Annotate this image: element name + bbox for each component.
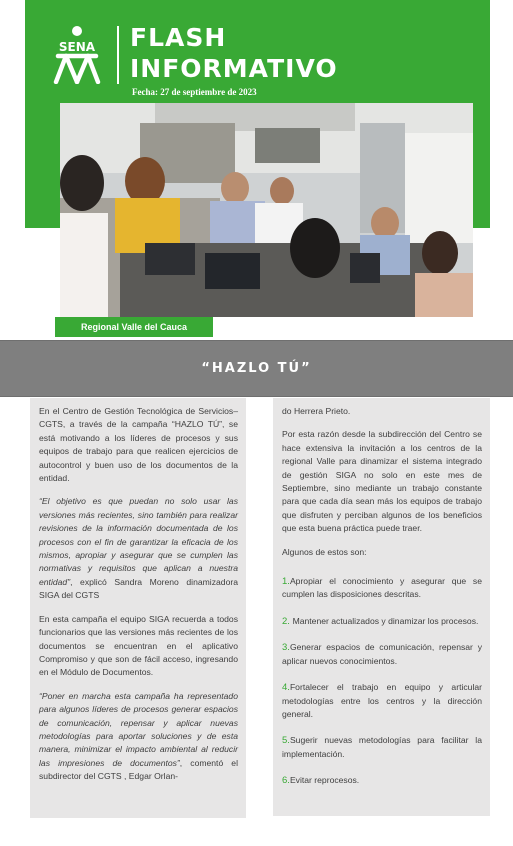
sena-logo [48, 26, 106, 84]
paragraph: do Herrera Prieto. [282, 406, 351, 416]
paragraph: Por esta razón desde la subdirección del Centro se hace extensiva la invitación a los centros de la regional Valle para dinamizar el sistema integrado de gestión SIGA no solo en este mes de Septiembre, sino mediante un trabajo constante para que cada día sean más los equipos de trabajo que disfruten y perciban algunos de los beneficios que esta buena práctica puede traer. [282, 429, 482, 534]
list-text: Apropiar el conocimiento y asegurar que se cumplen las disposiciones descritas. [282, 576, 482, 600]
list-intro: Algunos de estos son: [282, 546, 367, 557]
quote-paragraph [39, 495, 238, 602]
logo-divider [117, 26, 119, 84]
campaign-title: “HAZLO TÚ” [201, 361, 312, 376]
list-item [282, 641, 482, 668]
quote-text: “El objetivo es que puedan no solo usar las versiones más recientes, sino también para realizar revisiones de la información documentada de los procesos con el fin de garantizar la eficacia de los mismos, apropiar y asegurar que se cumplen las normativas y requisitos que aplican a nuestra entidad” [39, 496, 238, 587]
list-item [282, 734, 482, 761]
newsletter-title [130, 22, 338, 84]
logo-text: SENA [58, 40, 96, 54]
title-line-2: INFORMATIVO [130, 54, 338, 83]
paragraph: En esta campaña el equipo SIGA recuerda a todos funcionarios que las versiones más recientes de los documentos se encuentran en el aplicativo Compromiso y que son de fácil acceso, ingresando en el Módulo de Documentos. [39, 613, 238, 678]
list-item [282, 575, 482, 602]
list-text: Generar espacios de comunicación, repensar y aplicar nuevos conocimientos. [282, 642, 482, 666]
publication-date: Fecha: 27 de septiembre de 2023 [132, 87, 257, 97]
list-number: 2. [282, 615, 293, 627]
quote-text: “Poner en marcha esta campaña ha representado para algunos líderes de procesos generar espacios de comunicación, repensar y aplicar nuevas metodologías para aportar soluciones y de esta manera, minimizar el impacto ambiental al reducir las impresiones de documentos” [39, 690, 238, 768]
left-column [30, 398, 246, 818]
list-number: 5. [282, 735, 290, 747]
right-column [273, 398, 490, 816]
list-text: Sugerir nuevas metodologías para facilitar la implementación. [282, 735, 482, 759]
paragraph: En el Centro de Gestión Tecnológica de Servicios– CGTS, a través de la campaña “HAZLO TÚ”, se está motivando a los líderes de procesos y sus equipos de trabajo para que realicen ejercicios de autocontrol y buen uso de los documentos de la entidad. [39, 406, 238, 484]
list-number: 1. [282, 576, 290, 588]
quote-attribution: , explicó Sandra Moreno dinamizadora SIGA del CGTS [39, 576, 238, 601]
list-item [282, 615, 482, 628]
list-item [282, 774, 482, 787]
list-number: 3. [282, 642, 290, 654]
list-item [282, 681, 482, 721]
campaign-banner [0, 340, 513, 397]
list-number: 4. [282, 682, 290, 694]
list-text: Evitar reprocesos. [289, 775, 360, 786]
quote-attribution: , comentó el subdirector del CGTS , Edgar Orlan- [39, 757, 238, 782]
list-text: Fortalecer el trabajo en equipo y articular metodologías entre los centros y la dirección general. [282, 682, 482, 719]
photo-caption: Regional Valle del Cauca [55, 317, 213, 337]
quote-paragraph [39, 690, 238, 784]
list-text: Mantener actualizados y dinamizar los procesos. [292, 615, 479, 626]
meeting-photo [60, 103, 473, 317]
list-number: 6. [282, 775, 290, 787]
title-line-1: FLASH [130, 23, 227, 52]
